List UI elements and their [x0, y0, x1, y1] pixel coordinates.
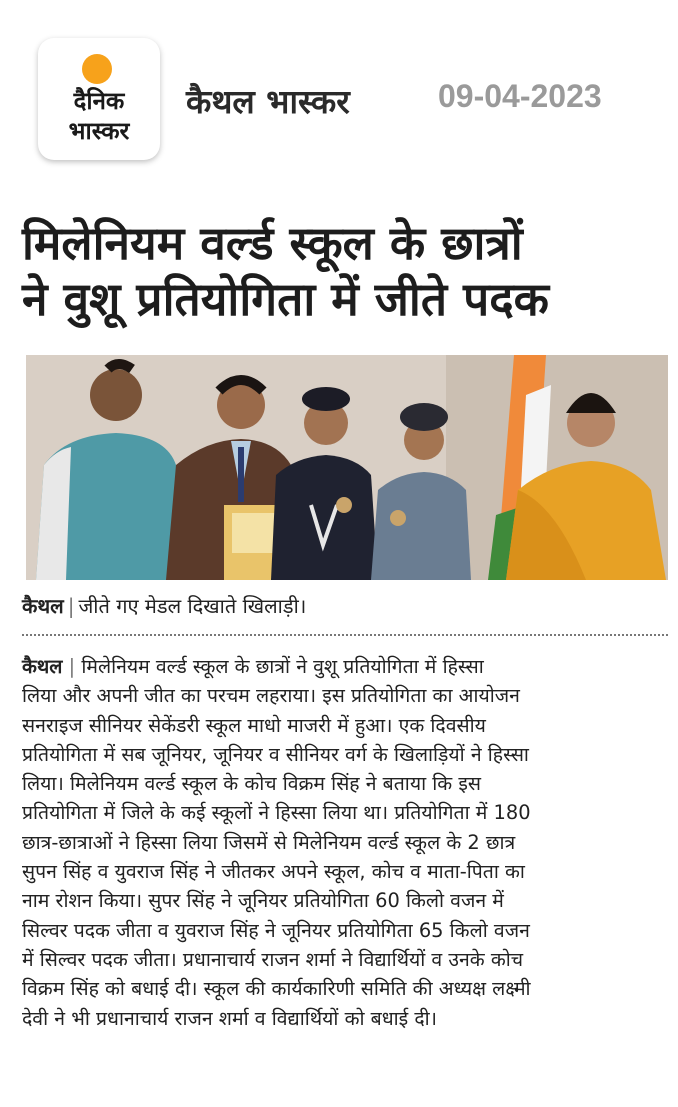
article-headline: [22, 215, 662, 327]
article-photo: [26, 355, 668, 580]
headline-line: मिलेनियम वर्ल्ड स्कूल के छात्रों: [22, 216, 523, 270]
caption-text: जीते गए मेडल दिखाते खिलाड़ी।: [78, 594, 307, 618]
headline-line: ने वुशू प्रतियोगिता में जीते पदक: [22, 272, 549, 326]
body-line: नाम रोशन किया। सुपर सिंह ने जूनियर प्रतियोगिता 60 किलो वजन में: [22, 889, 504, 913]
body-line: लिया और अपनी जीत का परचम लहराया। इस प्रतियोगिता का आयोजन: [22, 684, 520, 708]
newspaper-header: [0, 0, 678, 175]
edition-name: कैथल भास्कर: [186, 82, 350, 121]
body-line: [22, 652, 668, 681]
body-line: सुपन सिंह व युवराज सिंह ने जीतकर अपने स्कूल, कोच व माता-पिता का: [22, 860, 525, 884]
publication-date: 09-04-2023: [438, 78, 602, 114]
logo-text-bhaskar: भास्कर: [68, 117, 130, 145]
body-line: छात्र-छात्राओं ने हिस्सा लिया जिसमें से मिलेनियम वर्ल्ड स्कूल के 2 छात्र: [22, 830, 516, 854]
photo-caption: [22, 592, 306, 619]
article-body: [22, 652, 668, 1033]
body-line: प्रतियोगिता में जिले के कई स्कूलों ने हिस्सा लिया था। प्रतियोगिता में 180: [22, 801, 531, 825]
dateline-separator: |: [68, 655, 76, 678]
dainik-bhaskar-logo[interactable]: [38, 38, 160, 160]
body-line: में सिल्वर पदक जीता। प्रधानाचार्य राजन शर्मा ने विद्यार्थियों व उनके कोच: [22, 947, 524, 971]
body-line: देवी ने भी प्रधानाचार्य राजन शर्मा व विद्यार्थियों को बधाई दी।: [22, 1006, 438, 1030]
body-line: विक्रम सिंह को बधाई दी। स्कूल की कार्यकारिणी समिति की अध्यक्ष लक्ष्मी: [22, 977, 531, 1001]
group-photo-illustration: [26, 355, 668, 580]
logo-text-dainik: दैनिक: [73, 87, 125, 115]
caption-separator: |: [67, 594, 75, 618]
body-line: प्रतियोगिता में सब जूनियर, जूनियर व सीनियर वर्ग के खिलाड़ियों ने हिस्सा: [22, 742, 529, 766]
sun-icon: [82, 54, 112, 84]
dateline: कैथल: [22, 655, 63, 678]
body-line-text: मिलेनियम वर्ल्ड स्कूल के छात्रों ने वुशू प्रतियोगिता में हिस्सा: [81, 655, 484, 678]
caption-place: कैथल: [22, 594, 64, 618]
body-line: लिया। मिलेनियम वर्ल्ड स्कूल के कोच विक्रम सिंह ने बताया कि इस: [22, 772, 481, 796]
dotted-divider: [22, 634, 668, 636]
body-line: सिल्वर पदक जीता व युवराज सिंह ने जूनियर प्रतियोगिता 65 किलो वजन: [22, 918, 530, 942]
body-line: सनराइज सीनियर सेकेंडरी स्कूल माधो माजरी में हुआ। एक दिवसीय: [22, 713, 486, 737]
